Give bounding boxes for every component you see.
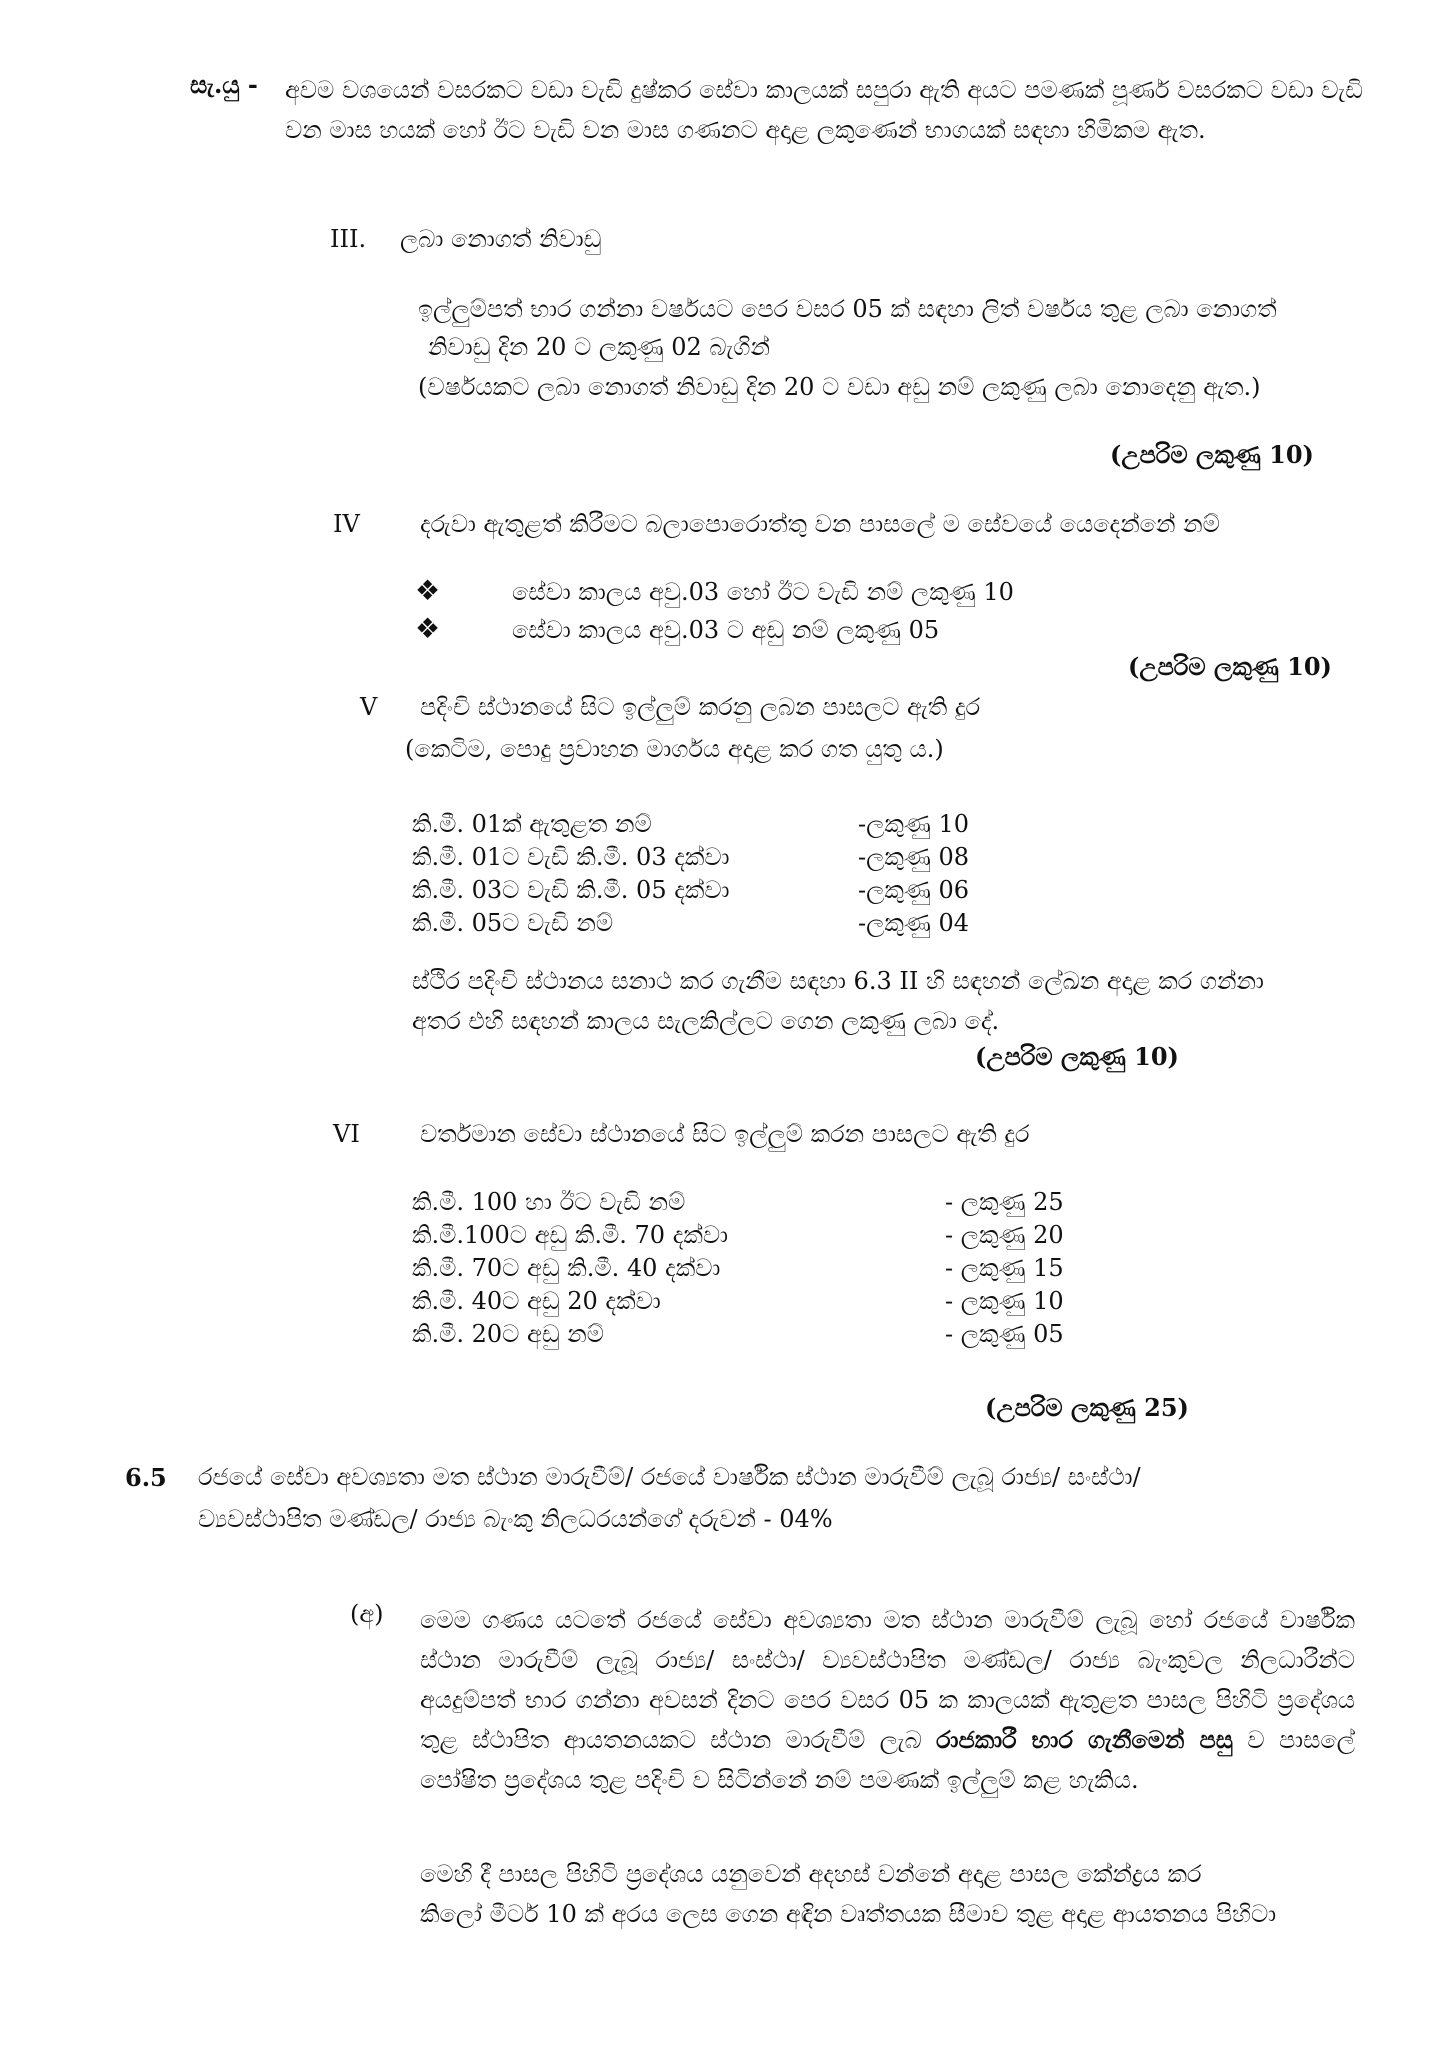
distance-row-score: - ලකුණු 25	[945, 1188, 1064, 1216]
distance-row-label: කි.මී. 03ට වැඩි කි.මී. 05 දක්වා	[412, 876, 730, 904]
section-6-5-heading-line1: රජයේ සේවා අවශ්‍යතා මත ස්ථාන මාරුවීම්/ රජයේ වාර්ෂික ස්ථාන මාරුවීම් ලැබූ රාජ්‍ය/ සංස්ථා/	[198, 1463, 1141, 1491]
diamond-bullet-icon: ❖	[415, 612, 441, 645]
note-text: අවම වශයෙන් වසරකට වඩා වැඩි දුෂ්කර සේවා කාලයක් සපුරා ඇති අයට පමණක් පූර්ණ වසරකට වඩා වැඩි වන මාස හයක් හෝ ඊට වැඩි වන මාස ගණනට අදාළ ලකුණෙන් භාගයක් සඳහා හිමිකම ඇත.	[285, 76, 1363, 144]
distance-row-label: කි.මී. 40ට අඩු 20 දක්වා	[412, 1287, 661, 1315]
section-vi-max: (උපරිම ලකුණු 25)	[985, 1393, 1189, 1422]
distance-row-label: කි.මී. 100 හා ඊට වැඩි නම්	[412, 1188, 686, 1216]
subsection-a-paragraph2-line1: මෙහි දී පාසල පිහිටි ප්‍රදේශය යනුවෙන් අදහස් වන්නේ අදාළ පාසල කේන්ද්‍රය කර	[420, 1860, 1202, 1888]
section-iv-bullet-1: සේවා කාලය අවු.03 හෝ ඊට වැඩි නම් ලකුණු 10	[512, 578, 1014, 606]
section-iii-line2: නිවාඩු දින 20 ට ලකුණු 02 බැගින්	[428, 333, 770, 361]
distance-row-label: කි.මී.100ට අඩු කි.මී. 70 දක්වා	[412, 1221, 728, 1249]
section-vi-title: වර්තමාන සේවා ස්ථානයේ සිට ඉල්ලුම් කරන පාසලට ඇති දුර	[420, 1120, 1030, 1148]
distance-row-label: කි.මී. 05ට වැඩි නම්	[412, 909, 614, 937]
distance-row-score: - ලකුණු 15	[945, 1254, 1064, 1282]
section-iv-number: IV	[333, 510, 360, 538]
section-iii-line3: (වර්ෂයකට ලබා නොගත් නිවාඩු දින 20 ට වඩා අඩු නම් ලකුණු ලබා නොදෙනු ඇත.)	[418, 373, 1261, 401]
section-iii-number: III.	[330, 225, 367, 253]
subsection-a-text	[420, 1600, 1355, 1800]
subsection-a-label: (අ)	[350, 1600, 384, 1628]
distance-row-score: - ලකුණු 10	[945, 1287, 1064, 1315]
distance-row-label: කි.මී. 20ට අඩු නම්	[412, 1320, 604, 1348]
subsection-a-text-part2: ව පාසලේ පෝෂිත ප්‍රදේශය තුළ පදිංචි ව සිටින්නේ නම් පමණක් ඉල්ලුම් කළ හැකිය.	[420, 1726, 1355, 1794]
distance-row-score: -ලකුණු 08	[858, 843, 970, 871]
distance-row-score: -ලකුණු 10	[858, 810, 970, 838]
subsection-a-text-part1: මෙම ගණය යටතේ රජයේ සේවා අවශ්‍යතා මත ස්ථාන මාරුවීම් ලැබූ හෝ රජයේ වාර්ෂික ස්ථාන මාරුවීම් ලැබූ රාජ්‍ය/ සංස්ථා/ ව්‍යවස්ථාපිත මණ්ඩල/ රාජ්‍ය බැංකුවල නිලධාරීන්ට අයදුම්පත් භාර ගන්නා අවසන් දිනට පෙර වසර 05 ක කාලයක් ඇතුළත පාසල පිහිටි ප්‍රදේශය තුළ ස්ථාපිත ආයතනයකට ස්ථාන මාරුවීම් ලැබ	[420, 1606, 1355, 1754]
section-iv-bullet-2: සේවා කාලය අවු.03 ට අඩු නම් ලකුණු 05	[512, 616, 940, 644]
section-v-note-line2: අතර එහි සඳහන් කාලය සැලකිල්ලට ගෙන ලකුණු ලබා දේ.	[412, 1007, 1000, 1035]
distance-row-score: - ලකුණු 05	[945, 1320, 1064, 1348]
section-iii-line1: ඉල්ලුම්පත් භාර ගන්නා වර්ෂයට පෙර වසර 05 ක් සඳහා ලිත් වර්ෂය තුළ ලබා නොගත්	[418, 295, 1277, 323]
diamond-bullet-icon: ❖	[415, 574, 441, 607]
distance-row-score: -ලකුණු 04	[858, 909, 970, 937]
section-v-title: පදිංචි ස්ථානයේ සිට ඉල්ලුම් කරනු ලබන පාසලට ඇති දුර	[420, 693, 981, 721]
section-6-5-number: 6.5	[125, 1463, 167, 1492]
section-v-number: V	[360, 693, 378, 721]
distance-row-label: කි.මී. 01ක් ඇතුළත නම්	[412, 810, 652, 838]
note-label: සැ.යු -	[190, 70, 258, 99]
section-vi-number: VI	[333, 1120, 360, 1148]
section-iii-max: (උපරිම ලකුණු 10)	[1110, 440, 1314, 469]
section-iii-title: ලබා නොගත් නිවාඩු	[400, 225, 602, 253]
subsection-a-paragraph2-line2: කිලෝ මීටර් 10 ක් අරය ලෙස ගෙන අඳින වෘත්තයක සීමාව තුළ අදාළ ආයතනය පිහිටා	[420, 1900, 1277, 1928]
distance-row-score: -ලකුණු 06	[858, 876, 970, 904]
distance-row-label: කි.මී. 01ට වැඩි කි.මී. 03 දක්වා	[412, 843, 730, 871]
section-6-5-heading-line2: ව්‍යවස්ථාපිත මණ්ඩල/ රාජ්‍ය බැංකු නිලධරයන්ගේ දරුවන් - 04%	[198, 1505, 833, 1533]
section-iv-max: (උපරිම ලකුණු 10)	[1128, 652, 1332, 681]
distance-row-label: කි.මී. 70ට අඩු කි.මී. 40 දක්වා	[412, 1254, 721, 1282]
section-v-max: (උපරිම ලකුණු 10)	[975, 1042, 1179, 1071]
section-v-subtitle: (කෙටිම, පොදු ප්‍රවාහන මාර්ගය අදාළ කර ගත යුතු ය.)	[405, 735, 944, 763]
section-iv-title: දරුවා ඇතුළත් කිරීමට බලාපොරොත්තු වන පාසලේ ම සේවයේ යෙදෙන්නේ නම්	[420, 510, 1220, 538]
section-v-note-line1: ස්ථිර පදිංචි ස්ථානය සනාථ කර ගැනීම සඳහා 6.3 II හි සඳහන් ලේඛන අදාළ කර ගන්නා	[412, 967, 1264, 995]
subsection-a-text-bold: රාජකාරී භාර ගැනීමෙන් පසු	[936, 1725, 1234, 1754]
distance-row-score: - ලකුණු 20	[945, 1221, 1064, 1249]
